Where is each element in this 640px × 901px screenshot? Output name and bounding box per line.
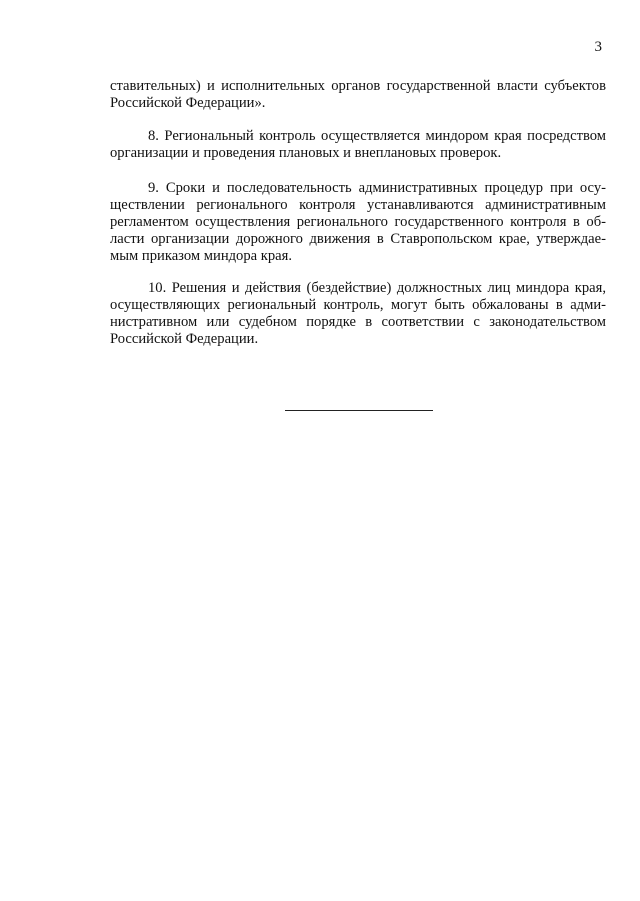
- paragraph-line: ществлении регионального контроля устанавливаются административным: [110, 197, 606, 213]
- paragraph-line: 10. Решения и действия (бездействие) должностных лиц миндора края,: [148, 280, 606, 296]
- paragraph-line: мым приказом миндора края.: [110, 248, 292, 264]
- page-number: 3: [594, 39, 602, 55]
- paragraph-item-8: [110, 128, 606, 162]
- paragraph-line: осуществляющих региональный контроль, могут быть обжалованы в адми-: [110, 297, 606, 313]
- paragraph-line: организации и проведения плановых и внеплановых проверок.: [110, 145, 502, 161]
- paragraph-line: регламентом осуществления регионального государственного контроля в об-: [110, 214, 606, 230]
- paragraph-line: 8. Региональный контроль осуществляется миндором края посредством: [148, 128, 606, 144]
- paragraph-continuation: [110, 78, 606, 112]
- paragraph-item-9: [110, 180, 606, 265]
- paragraph-line: Российской Федерации».: [110, 95, 266, 111]
- paragraph-line: 9. Сроки и последовательность административных процедур при осу-: [148, 180, 606, 196]
- paragraph-line: нистративном или судебном порядке в соответствии с законодательством: [110, 314, 606, 330]
- closing-divider: [285, 410, 433, 411]
- paragraph-line: ласти организации дорожного движения в Ставропольском крае, утверждае-: [110, 231, 606, 247]
- paragraph-item-10: [110, 280, 606, 348]
- paragraph-line: ставительных) и исполнительных органов государственной власти субъектов: [110, 78, 606, 94]
- paragraph-line: Российской Федерации.: [110, 331, 259, 347]
